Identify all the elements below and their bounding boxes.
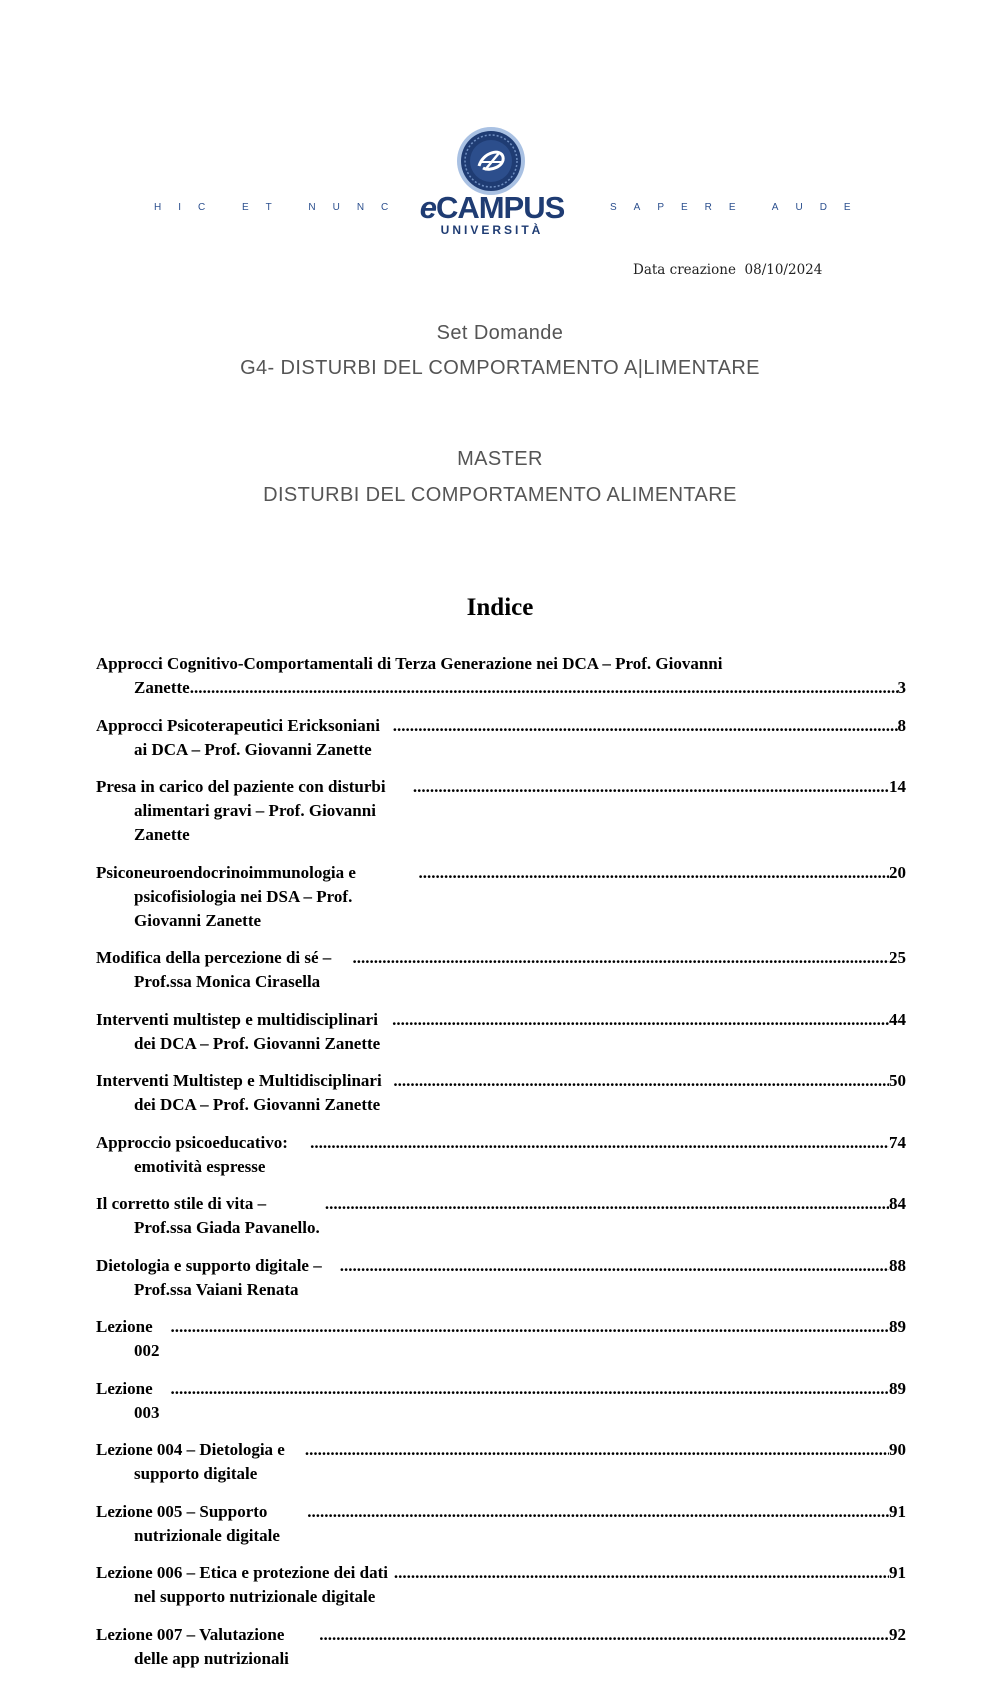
university-logo: eCAMPUS UNIVERSITÀ [419,190,565,237]
toc-entry[interactable]: Lezione 002 ..... 89 [96,1315,906,1363]
table-of-contents [96,652,906,1684]
toc-entry[interactable]: Modifica della percezione di sé – Prof.ssa Monica Cirasella ..... 25 [96,946,906,994]
creation-date [633,262,822,278]
toc-entry[interactable]: Interventi multistep e multidisciplinari dei DCA – Prof. Giovanni Zanette ..... 44 [96,1008,906,1056]
toc-entry[interactable]: Lezione 004 – Dietologia e supporto digitale ..... 90 [96,1438,906,1486]
toc-entry[interactable]: Lezione 007 – Valutazione delle app nutrizionali ..... 92 [96,1623,906,1671]
university-header [0,120,1000,245]
creation-label: Data creazione [633,262,736,278]
toc-entry[interactable]: Lezione 005 – Supporto nutrizionale digitale ..... 91 [96,1500,906,1548]
course-type: MASTER [457,448,543,470]
toc-entry[interactable]: Approcci Cognitivo-Comportamentali di Terza Generazione nei DCA – Prof. Giovanni Zanette ..... 3 [96,652,906,700]
toc-entry[interactable]: Approcci Psicoterapeutici Ericksoniani ai DCA – Prof. Giovanni Zanette ..... 8 [96,714,906,762]
course-name: DISTURBI DEL COMPORTAMENTO ALIMENTARE [263,484,737,506]
toc-entry[interactable]: Il corretto stile di vita – Prof.ssa Giada Pavanello. ..... 84 [96,1192,906,1240]
motto-left: HIC ET NUNC [154,202,406,213]
toc-entry[interactable]: Lezione 006 – Etica e protezione dei dati nel supporto nutrizionale digitale ..... 91 [96,1561,906,1609]
motto-right: SAPERE AUDE [610,202,868,213]
toc-entry[interactable]: Presa in carico del paziente con disturbi alimentari gravi – Prof. Giovanni Zanette ..... 14 [96,775,906,847]
toc-entry[interactable]: Approccio psicoeducativo: emotività espresse ..... 74 [96,1131,906,1179]
index-title: Indice [466,594,534,621]
university-seal-icon [456,126,526,196]
toc-entry[interactable]: Dietologia e supporto digitale – Prof.ssa Vaiani Renata ..... 88 [96,1254,906,1302]
creation-date-value: 08/10/2024 [744,262,823,278]
toc-entry[interactable]: Interventi Multistep e Multidisciplinari dei DCA – Prof. Giovanni Zanette ..... 50 [96,1069,906,1117]
toc-entry[interactable]: Lezione 003 ..... 89 [96,1377,906,1425]
set-label: Set Domande [436,322,564,344]
set-title: G4- DISTURBI DEL COMPORTAMENTO A|LIMENTARE [240,357,760,379]
toc-entry[interactable]: Psiconeuroendocrinoimmunologia e psicofisiologia nei DSA – Prof. Giovanni Zanette ..... 20 [96,861,906,933]
